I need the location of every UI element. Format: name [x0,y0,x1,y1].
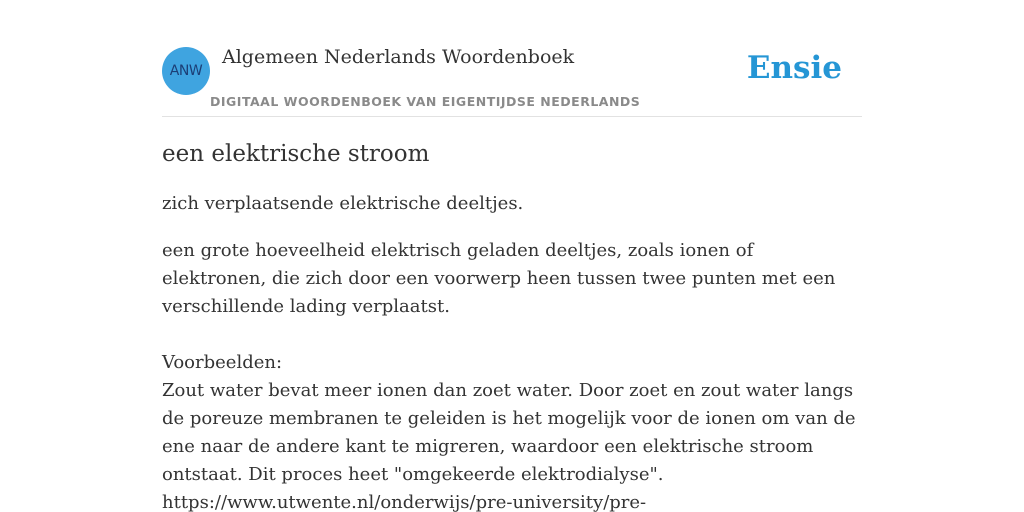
spacer [162,321,862,349]
site-title[interactable]: Algemeen Nederlands Woordenboek [222,46,575,68]
site-subtitle: DIGITAAL WOORDENBOEK VAN EIGENTIJDSE NEDERLANDS [210,94,641,109]
ensie-brand-link[interactable]: Ensie [746,50,842,86]
anw-logo[interactable]: ANW [162,47,210,95]
example-text: Zout water bevat meer ionen dan zoet water. Door zoet en zout water langs de poreuze membranen te geleiden is het mogelijk voor de ionen om van de ene naar de andere kant te migreren, waardoor een elektrische stroom ontstaat. Dit proces heet "omgekeerde elektrodialyse". [162,380,856,485]
examples-label: Voorbeelden: [162,352,283,373]
long-definition-block [162,237,862,512]
short-definition: zich verplaatsende elektrische deeltjes. [162,193,524,214]
entry-term: een elektrische stroom [162,141,430,167]
entry-content [162,136,862,512]
long-definition: een grote hoeveelheid elektrisch geladen deeltjes, zoals ionen of elektronen, die zich door een voorwerp heen tussen twee punten met een verschillende lading verplaatst. [162,240,836,317]
site-header [162,40,862,117]
example-source-link[interactable]: https://www.utwente.nl/onderwijs/pre-university/pre- [162,492,647,512]
